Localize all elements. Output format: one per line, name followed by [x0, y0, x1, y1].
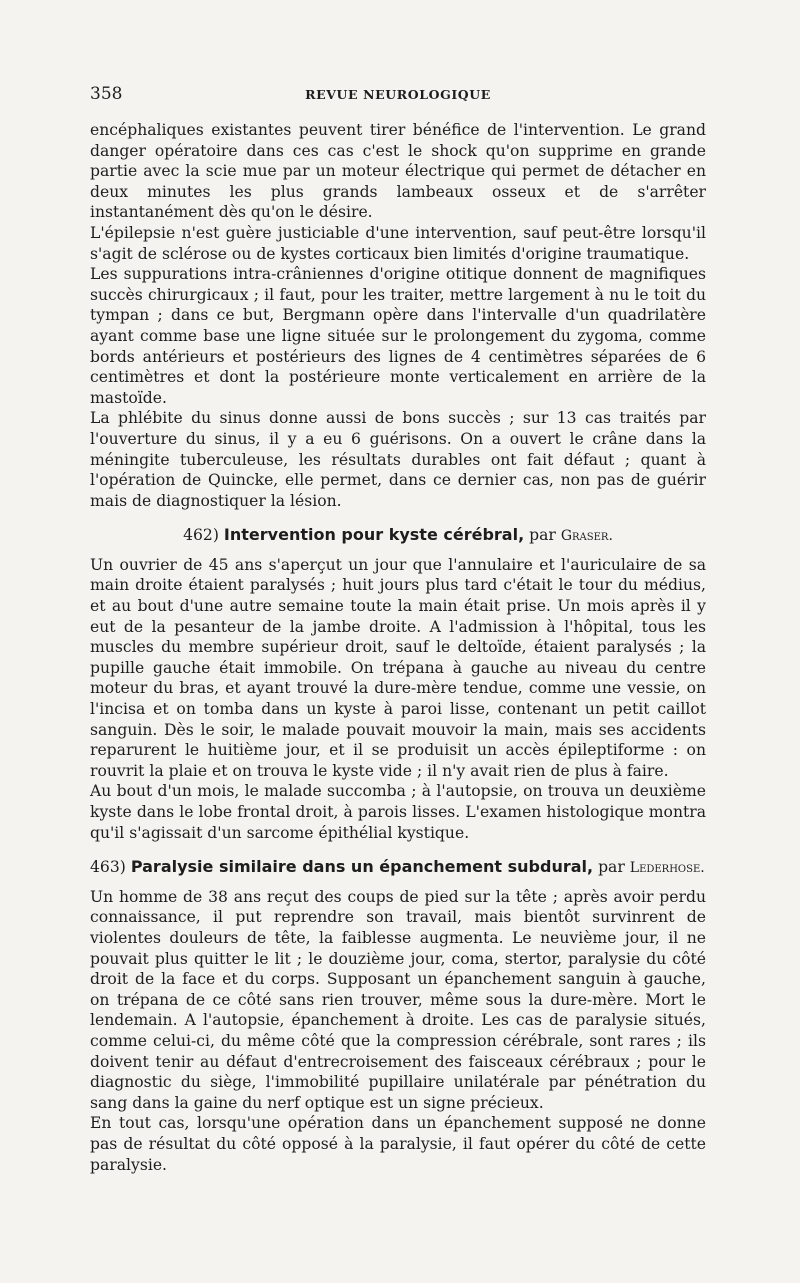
- page-number: 358: [90, 84, 123, 104]
- section-heading-462: [90, 525, 706, 547]
- paragraph-4: La phlébite du sinus donne aussi de bons succès ; sur 13 cas traités par l'ouverture du sinus, il y a eu 6 guérisons. On a ouvert le crâne dans la méningite tuberculeuse, les résultats durables ont fait défaut ; quant à l'opération de Quincke, elle permet, dans ce dernier cas, non pas de guérir mais de diagnostiquer la lésion.: [90, 409, 706, 510]
- paragraph-1: encéphaliques existantes peuvent tirer bénéfice de l'intervention. Le grand danger opératoire dans ces cas c'est le shock qu'on supprime en grande partie avec la scie mue par un moteur électrique qui permet de détacher en deux minutes les plus grands lambeaux osseux et de s'arrêter instantanément dès qu'on le désire.: [90, 121, 706, 222]
- section-author: Lederhose.: [629, 860, 705, 877]
- paragraph-3: Les suppurations intra-crâniennes d'origine otitique donnent de magnifiques succès chirurgicaux ; il faut, pour les traiter, mettre largement à nu le toit du tympan ; dans ce but, Bergmann opère dans l'intervalle d'un quadrilatère ayant comme base une ligne située sur le prolongement du zygoma, comme bords antérieurs et postérieurs des lignes de 4 centimètres séparées de 6 centimètres et dont la postérieure monte verticalement en arrière de la mastoïde.: [90, 265, 706, 407]
- section-number: 463): [90, 858, 126, 877]
- author-prefix: par: [598, 858, 625, 877]
- section-title: Paralysie similaire dans un épanchement subdural,: [130, 857, 594, 877]
- section-author: Graser.: [560, 528, 613, 545]
- running-head: REVUE NEUROLOGIQUE: [305, 87, 491, 102]
- page-header: [90, 84, 706, 106]
- author-prefix: par: [529, 526, 556, 545]
- paragraph-462-2: Au bout d'un mois, le malade succomba ; à l'autopsie, on trouva un deuxième kyste dans le lobe frontal droit, à parois lisses. L'examen histologique montra qu'il s'agissait d'un sarcome épithélial kystique.: [90, 782, 706, 842]
- section-heading-463: [90, 857, 706, 879]
- paragraph-463-2: En tout cas, lorsqu'une opération dans un épanchement supposé ne donne pas de résultat du côté opposé à la paralysie, il faut opérer du côté de cette paralysie.: [90, 1114, 706, 1174]
- paragraph-463-1: Un homme de 38 ans reçut des coups de pied sur la tête ; après avoir perdu connaissance, il put reprendre son travail, mais bientôt survinrent de violentes douleurs de tête, la faiblesse augmenta. Le neuvième jour, il ne pouvait plus quitter le lit ; le douzième jour, coma, stertor, paralysie du côté droit de la face et du corps. Supposant un épanchement sanguin à gauche, on trépana de ce côté sans rien trouver, même sous la dure-mère. Mort le lendemain. A l'autopsie, épanchement à droite. Les cas de paralysie situés, comme celui-ci, du même côté que la compression cérébrale, sont rares ; ils doivent tenir au défaut d'entrecroisement des faisceaux cérébraux ; pour le diagnostic du siège, l'immobilité pupillaire unilatérale par pénétration du sang dans la gaine du nerf optique est un signe précieux.: [90, 887, 706, 1112]
- page: [90, 84, 706, 1175]
- paragraph-2: L'épilepsie n'est guère justiciable d'une intervention, sauf peut-être lorsqu'il s'agit de sclérose ou de kystes corticaux bien limités d'origine traumatique.: [90, 223, 706, 263]
- section-number: 462): [183, 526, 219, 545]
- section-title: Intervention pour kyste cérébral,: [223, 525, 525, 545]
- paragraph-462-1: Un ouvrier de 45 ans s'aperçut un jour que l'annulaire et l'auriculaire de sa main droite étaient paralysés ; huit jours plus tard c'était le tour du médius, et au bout d'une autre semaine toute la main était prise. Un mois après il y eut de la pesanteur de la jambe droite. A l'admission à l'hôpital, tous les muscles du membre supérieur droit, sauf le deltoïde, étaient paralysés ; la pupille gauche était immobile. On trépana à gauche au niveau du centre moteur du bras, et ayant trouvé la dure-mère tendue, comme une vessie, on l'incisa et on tomba dans un kyste à paroi lisse, contenant un petit caillot sanguin. Dès le soir, le malade pouvait mouvoir la main, mais ses accidents reparurent le huitième jour, et il se produisit un accès épileptiforme : on rouvrit la plaie et on trouva le kyste vide ; il n'y avait rien de plus à faire.: [90, 555, 706, 780]
